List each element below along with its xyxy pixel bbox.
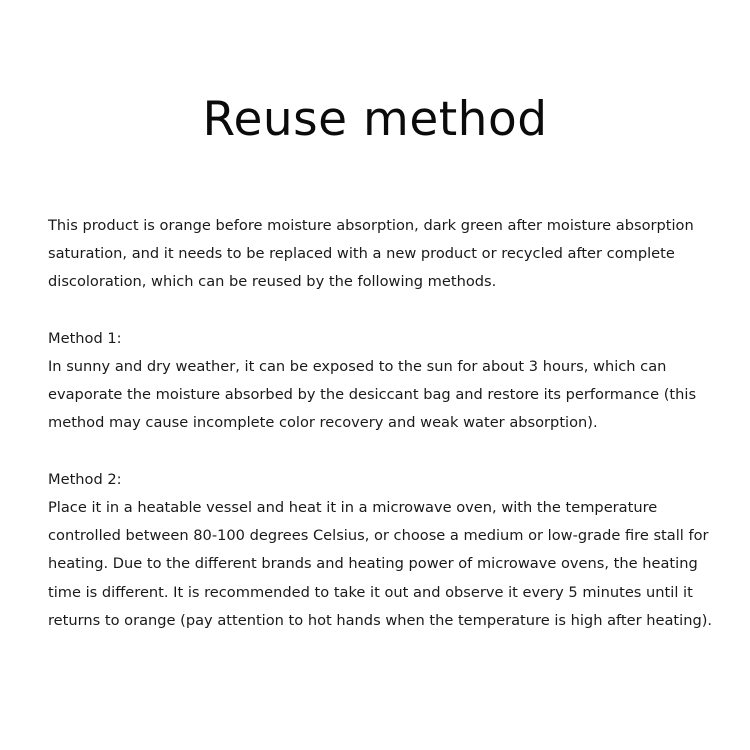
method-1-section xyxy=(48,325,718,438)
intro-paragraph: This product is orange before moisture absorption, dark green after moisture absorption saturation, and it needs to be replaced with a new product or recycled after complete discoloration, which can be reused by the following methods. xyxy=(48,217,694,291)
document-body xyxy=(48,212,718,663)
method-1-body: In sunny and dry weather, it can be exposed to the sun for about 3 hours, which can evaporate the moisture absorbed by the desiccant bag and restore its performance (this method may cause incomplete color recovery and weak water absorption). xyxy=(48,358,697,432)
method-2-heading: Method 2: xyxy=(48,470,122,488)
method-2-body: Place it in a heatable vessel and heat it in a microwave oven, with the temperature controlled between 80-100 degrees Celsius, or choose a medium or low-grade fire stall for heating. Due to the different brands and heating power of microwave ovens, the heating time is different. It is recommended to take it out and observe it every 5 minutes until it returns to orange (pay attention to hot hands when the temperature is high after heating). xyxy=(48,499,713,629)
method-2-section xyxy=(48,466,718,635)
page-title: Reuse method xyxy=(202,92,548,147)
method-1-heading: Method 1: xyxy=(48,329,122,347)
